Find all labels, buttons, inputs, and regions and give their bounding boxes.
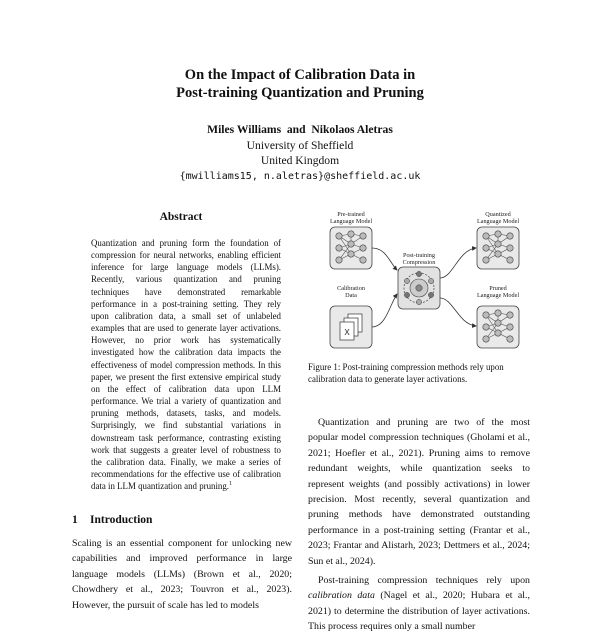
label-pretrained-line-1: Pre-trained — [337, 211, 365, 218]
arrow-to-quantized — [440, 248, 476, 278]
arrow-to-pruned — [440, 298, 476, 326]
label-pruned-line-2: Language Model — [476, 292, 520, 299]
arrow-data-to-compression — [372, 294, 397, 327]
abstract-heading: Abstract — [159, 211, 203, 223]
section-heading-introduction — [72, 514, 152, 526]
label-compression-line-1: Post-training — [403, 252, 435, 259]
label-pretrained-line-2: Language Model — [329, 218, 373, 225]
abstract-body — [91, 237, 281, 492]
label-quantized-line-2: Language Model — [476, 218, 520, 225]
doc-mark: X — [344, 328, 350, 337]
author-names: Miles Williams and Nikolaos Aletras — [207, 123, 393, 136]
compression-diagram — [308, 208, 530, 358]
label-pruned-line-1: Pruned — [489, 285, 507, 292]
author-email: {mwilliams15, n.aletras}@sheffield.ac.uk — [179, 170, 421, 182]
para2-emphasis: calibration data — [308, 590, 375, 602]
section-number: 1 — [72, 514, 78, 526]
paper-title — [0, 66, 600, 102]
country: United Kingdom — [260, 154, 340, 167]
abstract-text: Quantization and pruning form the foundation of compression for neural networks, enabling efficient inference for large language models (LLMs). Recently, various quantization and pruning techniques have demonstrated remarkable performance in a post-training setting. They rely upon calibration data, a small set of unlabeled examples that are used to generate layer activations. However, no prior work has systematically investigated how the calibration data impacts the effectiveness of model compression methods. In this paper, we present the first extensive empirical study on the effect of calibration data upon LLM performance. We trial a variety of quantization and pruning methods, datasets, tasks, and models. Surprisingly, we find substantial variations in downstream task performance, contrasting existing work that suggests a greater level of robustness to the calibration data. Finally, we make a series of recommendations for the effective use of calibration data in LLM quantization and pruning. — [91, 238, 281, 492]
figure-caption: Figure 1: Post-training compression methods rely upon calibration data to generate layer activations. — [308, 362, 504, 385]
author-block — [0, 122, 600, 184]
figure-1 — [308, 208, 530, 358]
label-calibration-line-2: Data — [345, 292, 357, 299]
paragraph-compression-techniques: Quantization and pruning are two of the most popular model compression techniques (Gholami et al., 2021; Hoefler et al., 2021). Pruning aims to remove redundant weights, while quantization seeks to represent weights (and possibly activations) in lower precision. Most recently, several quantization and pruning methods have demonstrated outstanding performance in a post-training setting (Frantar et al., 2023; Frantar and Alistarh, 2023; Dettmers et al., 2024; Sun et al., 2024). — [308, 417, 530, 567]
title-line-1: On the Impact of Calibration Data in — [184, 67, 416, 83]
label-quantized-line-1: Quantized — [485, 211, 511, 218]
footnote-mark: 1 — [229, 481, 233, 488]
para2-prefix: Post-training compression techniques rely upon — [318, 575, 530, 587]
section-title: Introduction — [90, 514, 153, 526]
arrow-model-to-compression — [372, 248, 397, 270]
label-calibration-line-1: Calibration — [337, 285, 365, 292]
paragraph-calibration-data — [308, 573, 530, 635]
title-line-2: Post-training Quantization and Pruning — [176, 85, 424, 101]
para2-suffix: (Nagel et al., 2020; Hubara et al., 2021) to determine the distribution of layer activations. This process requires only a small number — [308, 590, 530, 633]
label-compression-line-2: Compression — [402, 259, 436, 266]
introduction-text: Scaling is an essential component for unlocking new capabilities and improved performance in large language models (LLMs) (Brown et al., 2020; Chowdhery et al., 2023; Touvron et al., 2023). However, the pursuit of scale has led to models — [72, 538, 292, 611]
right-column-text — [308, 415, 530, 635]
affiliation: University of Sheffield — [246, 138, 354, 152]
